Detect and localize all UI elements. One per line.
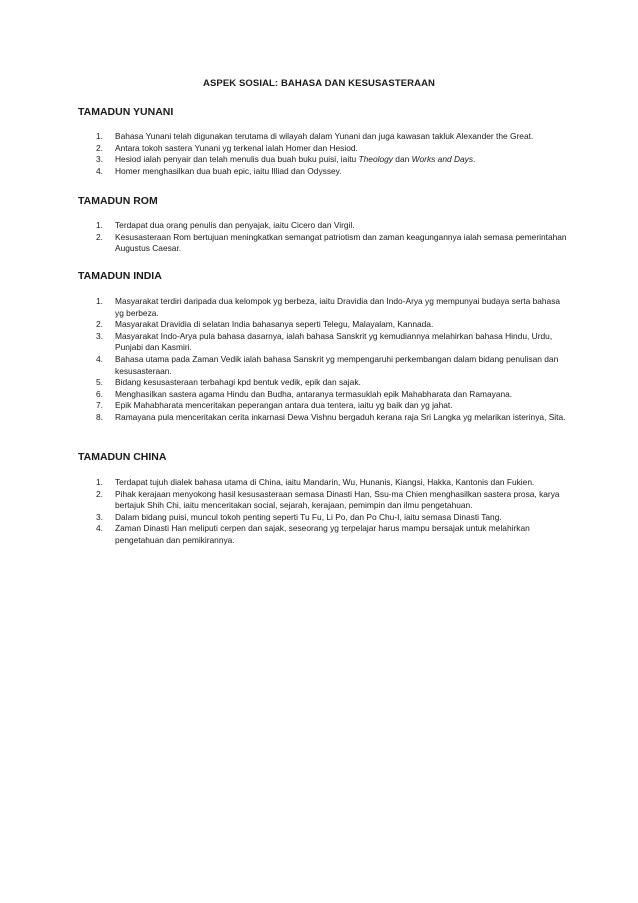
book-title-theology: Theology [358, 154, 393, 165]
section-heading-yunani: TAMADUN YUNANI [78, 106, 174, 118]
item-text: Menghasilkan sastera agama Hindu dan Budha, antaranya termasuklah epik Mahabharata dan Ramayana. [115, 388, 513, 399]
item-text: Pihak kerajaan menyokong hasil kesusasteraan semasa Dinasti Han, Ssu-ma Chien menghasilkan sastera prosa, karya bertajuk Shih Chi, iaitu menceritakan social, sejarah, kerajaan, pemimpin dan ilmu pengetahuan. [115, 488, 560, 511]
item-number: 4. [96, 523, 103, 534]
section-heading-rom: TAMADUN ROM [78, 195, 158, 207]
item-text-part: Hesiod ialah penyair dan telah menulis dua buah buku puisi, iaitu [115, 154, 359, 165]
list-item [78, 523, 568, 546]
list-item [78, 477, 568, 489]
item-number: 3. [96, 154, 103, 165]
list-rom [78, 220, 568, 255]
list-item [78, 143, 568, 155]
item-number: 2. [96, 319, 103, 330]
book-title-works-and-days: Works and Days [411, 154, 474, 165]
item-text: Bidang kesusasteraan terbahagi kpd bentuk vedik, epik dan sajak. [115, 377, 361, 388]
list-item [78, 131, 568, 143]
list-item [78, 296, 568, 319]
item-number: 5. [96, 377, 103, 388]
item-number: 2. [96, 488, 103, 499]
item-number: 2. [96, 231, 103, 242]
item-text: Kesusasteraan Rom bertujuan meningkatkan semangat patriotism dan zaman keagungannya ialah semasa pemerintahan Augustus Caesar. [115, 231, 567, 254]
item-text: Bahasa utama pada Zaman Vedik ialah bahasa Sanskrit yg mempengaruhi perkembangan dalam bidang penulisan dan kesusasteraan. [115, 353, 559, 376]
list-india [78, 296, 568, 424]
item-text: Ramayana pula menceritakan cerita inkarnasi Dewa Vishnu bergaduh kerana raja Sri Langka yg melarikan isterinya, Sita. [115, 411, 566, 422]
item-text: Terdapat tujuh dialek bahasa utama di China, iaitu Mandarin, Wu, Hunanis, Kiangsi, Hakka, Kantonis dan Fukien. [115, 477, 535, 487]
page-title: ASPEK SOSIAL: BAHASA DAN KESUSASTERAAN [203, 78, 435, 89]
list-item [78, 377, 568, 389]
list-china [78, 477, 568, 547]
item-text: Masyarakat Indo-Arya pula bahasa dasarnya, ialah bahasa Sanskrit yg kemudiannya melahirkan bahasa Hindu, Urdu, Punjabi dan Kasmiri. [115, 330, 553, 353]
item-number: 1. [96, 296, 103, 306]
list-item [78, 354, 568, 377]
list-item [78, 166, 568, 178]
item-text: Masyarakat Dravidia di selatan India bahasanya seperti Telegu, Malayalam, Kannada. [115, 319, 434, 330]
item-number: 2. [96, 142, 103, 153]
list-item [78, 232, 568, 255]
item-text: Dalam bidang puisi, muncul tokoh penting seperti Tu Fu, Li Po, dan Po Chu-I, iaitu semasa Dinasti Tang. [115, 511, 502, 522]
item-number: 1. [96, 220, 103, 230]
list-item [78, 389, 568, 401]
item-number: 4. [96, 165, 103, 176]
list-item [78, 412, 568, 424]
item-number: 8. [96, 411, 103, 422]
item-number: 3. [96, 330, 103, 341]
list-item [78, 512, 568, 524]
list-item [78, 489, 568, 512]
list-item [78, 220, 568, 232]
item-text: Epik Mahabharata menceritakan peperangan antara dua tentera, iaitu yg baik dan yg jahat. [115, 400, 453, 411]
item-number: 6. [96, 388, 103, 399]
item-number: 3. [96, 511, 103, 522]
item-text: Bahasa Yunani telah digunakan terutama di wilayah dalam Yunani dan juga kawasan takluk Alexander the Great. [115, 131, 534, 141]
item-text [115, 154, 568, 166]
item-text-part: . [473, 154, 476, 165]
list-item [78, 331, 568, 354]
item-number: 1. [96, 131, 103, 141]
list-item [78, 154, 568, 166]
item-text: Antara tokoh sastera Yunani yg terkenal ialah Homer dan Hesiod. [115, 142, 358, 153]
section-heading-india: TAMADUN INDIA [78, 270, 162, 282]
item-text: Zaman Dinasti Han meliputi cerpen dan sajak, seseorang yg terpelajar harus mampu bersajak untuk melahirkan pengetahuan dan pemikirannya. [115, 523, 530, 545]
list-item [78, 319, 568, 331]
item-text: Masyarakat terdiri daripada dua kelompok yg berbeza, iaitu Dravidia dan Indo-Arya yg mempunyai budaya serta bahasa yg berbeza. [115, 296, 561, 318]
list-item [78, 400, 568, 412]
item-text: Homer menghasilkan dua buah epic, iaitu Illiad dan Odyssey. [115, 165, 342, 176]
item-number: 4. [96, 353, 103, 364]
item-text-part: dan [392, 154, 412, 165]
section-heading-china: TAMADUN CHINA [78, 451, 167, 463]
item-text: Terdapat dua orang penulis dan penyajak, iaitu Cicero dan Virgil. [115, 220, 355, 230]
list-yunani [78, 131, 568, 177]
item-number: 1. [96, 477, 103, 487]
item-number: 7. [96, 400, 103, 411]
